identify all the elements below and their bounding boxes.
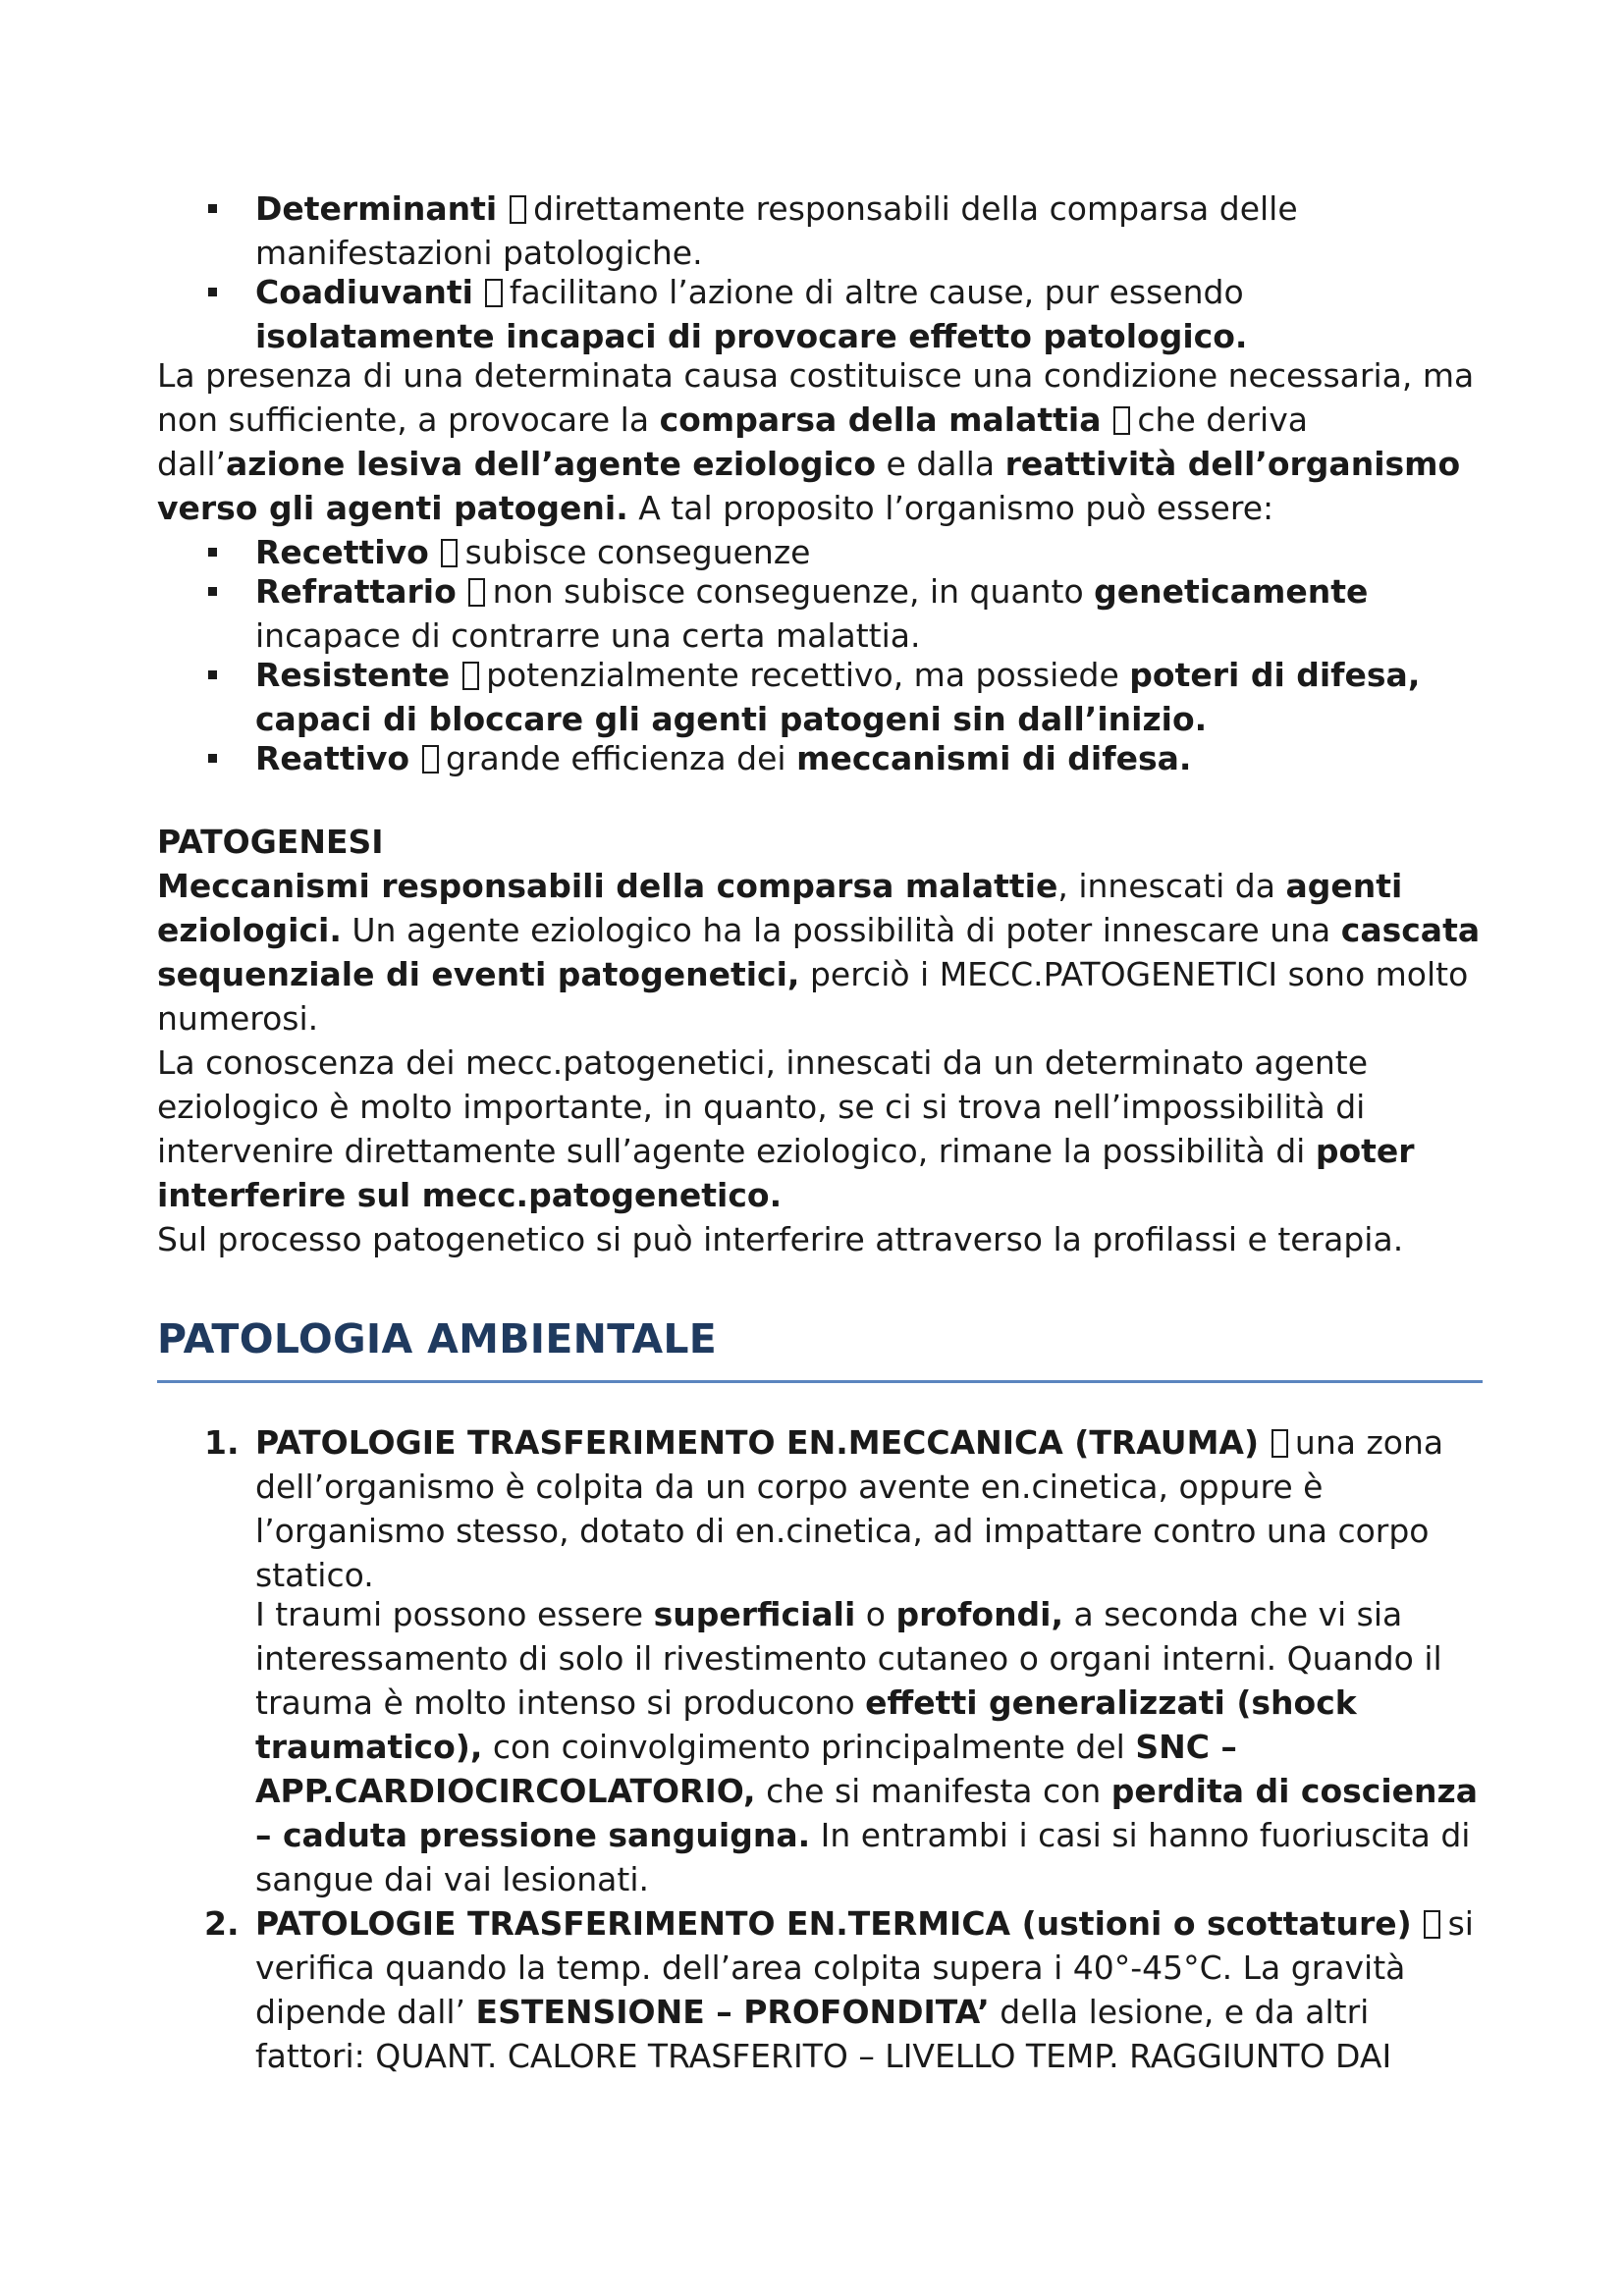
bold-text: reattività dell’organismo verso gli agenti patogeni. — [157, 445, 1461, 527]
term: Resistente — [255, 656, 451, 694]
description: potenzialmente recettivo, ma possiede — [486, 656, 1119, 694]
causes-list — [157, 187, 1483, 358]
description: direttamente responsabili della comparsa delle manifestazioni patologiche. — [255, 189, 1298, 272]
square-bullet-icon — [208, 288, 217, 296]
description-bold: meccanismi di difesa. — [796, 739, 1192, 777]
bold-text: SNC – APP.CARDIOCIRCOLATORIO, — [255, 1728, 1237, 1810]
arrow-glyph-icon — [468, 578, 485, 607]
list-item — [157, 569, 1483, 658]
text: si verifica quando la temp. dell’area colpita supera i 40°-45°C. La gravità dipende dall’ — [255, 1904, 1474, 2031]
term: Coadiuvanti — [255, 273, 473, 311]
list-item — [157, 736, 1483, 780]
bold-text: profondi, — [895, 1595, 1064, 1633]
square-bullet-icon — [208, 204, 217, 213]
text: una zona dell’organismo è colpita da un corpo avente en.cinetica, oppure è l’organismo stesso, dotato di en.cinetica, ad impattare contro una corpo statico. — [255, 1423, 1444, 1594]
patogenesi-heading — [157, 820, 1483, 864]
text: I traumi possono essere — [255, 1595, 644, 1633]
list-item — [157, 653, 1483, 741]
bold-text: agenti eziologici. — [157, 867, 1403, 949]
list-number: 2. — [204, 1904, 240, 1943]
square-bullet-icon — [208, 548, 217, 557]
paragraph-causes — [157, 353, 1483, 530]
description-bold: poteri di difesa, capaci di bloccare gli agenti patogeni sin dall’inizio. — [255, 656, 1421, 738]
text: che deriva dall’ — [157, 400, 1308, 483]
bold-text: perdita di coscienza – caduta pressione sanguigna. — [255, 1772, 1479, 1854]
bold-text: Meccanismi responsabili della comparsa malattie — [157, 867, 1058, 905]
square-bullet-icon — [208, 670, 217, 679]
list-item — [157, 187, 1483, 275]
term: Reattivo — [255, 739, 410, 777]
bold-text: cascata sequenziale di eventi patogenetici, — [157, 911, 1481, 993]
description: facilitano l’azione di altre cause, pur essendo — [509, 273, 1244, 311]
bold-text: PATOLOGIE TRASFERIMENTO EN.MECCANICA (TRAUMA) — [255, 1423, 1260, 1462]
description-bold: geneticamente — [1094, 572, 1369, 611]
bold-text: comparsa della malattia — [659, 400, 1102, 439]
text: della lesione, e da altri fattori: QUANT. CALORE TRASFERITO – LIVELLO TEMP. RAGGIUNTO DAI — [255, 1993, 1392, 2075]
item-paragraph — [255, 1901, 1483, 2078]
bold-text: poter interferire sul mecc.patogenetico. — [157, 1132, 1415, 1214]
arrow-glyph-icon — [1113, 406, 1130, 435]
bold-text: azione lesiva dell’agente eziologico — [226, 445, 877, 483]
item-paragraph — [255, 1420, 1483, 1597]
section-divider — [157, 1380, 1483, 1383]
arrow-glyph-icon — [1271, 1429, 1288, 1458]
arrow-glyph-icon — [510, 195, 526, 224]
item-paragraph — [255, 1592, 1483, 1901]
list-item — [157, 1901, 1483, 2078]
term: Refrattario — [255, 572, 457, 611]
description: incapace di contrarre una certa malattia. — [255, 616, 921, 655]
list-item — [157, 1420, 1483, 1901]
arrow-glyph-icon — [1424, 1910, 1440, 1939]
text: che si manifesta con — [766, 1772, 1102, 1810]
text: La presenza di una determinata causa costituisce una condizione necessaria, ma non sufficiente, a provocare la — [157, 356, 1475, 439]
list-number: 1. — [204, 1423, 240, 1462]
bold-text: superficiali — [653, 1595, 856, 1633]
arrow-glyph-icon — [462, 662, 479, 690]
description: grande efficienza dei — [445, 739, 786, 777]
text: e dalla — [886, 445, 996, 483]
arrow-glyph-icon — [485, 279, 502, 307]
term: Determinanti — [255, 189, 498, 228]
text: La conoscenza dei mecc.patogenetici, innescati da un determinato agente eziologico è molto importante, in quanto, se ci si trova nell’impossibilità di intervenire direttamente sull’agente eziologico, rimane la possibilità di — [157, 1043, 1369, 1170]
text: In entrambi i casi si hanno fuoriuscita di sangue dai vai lesionati. — [255, 1816, 1471, 1898]
arrow-glyph-icon — [441, 539, 458, 567]
bold-text: ESTENSIONE – PROFONDITA’ — [475, 1993, 990, 2031]
patogenesi-paragraph-3: Sul processo patogenetico si può interferire attraverso la profilassi e terapia. — [157, 1220, 1404, 1258]
bold-text: effetti generalizzati (shock traumatico), — [255, 1683, 1357, 1766]
text: , innescati da — [1057, 867, 1275, 905]
text: A tal proposito l’organismo può essere: — [638, 489, 1274, 527]
square-bullet-icon — [208, 754, 217, 763]
heading-text: PATOGENESI — [157, 823, 384, 861]
spacer — [157, 775, 1483, 820]
list-item — [157, 270, 1483, 358]
arrow-glyph-icon — [422, 745, 439, 774]
square-bullet-icon — [208, 587, 217, 596]
text: perciò i MECC.PATOGENETICI sono molto numerosi. — [157, 955, 1469, 1038]
organism-list — [157, 530, 1483, 780]
text: Un agente eziologico ha la possibilità di poter innescare una — [352, 911, 1331, 949]
patogenesi-paragraph-2 — [157, 1041, 1483, 1217]
bold-text: PATOLOGIE TRASFERIMENTO EN.TERMICA (ustioni o scottature) — [255, 1904, 1412, 1943]
document-content — [157, 187, 1483, 2078]
ambientale-list — [157, 1420, 1483, 2078]
text: con coinvolgimento principalmente del — [492, 1728, 1125, 1766]
description: non subisce conseguenze, in quanto — [492, 572, 1084, 611]
description-bold: isolatamente incapaci di provocare effetto patologico. — [255, 317, 1248, 355]
description: subisce conseguenze — [464, 533, 811, 571]
text: a seconda che vi sia interessamento di solo il rivestimento cutaneo o organi interni. Quando il trauma è molto intenso si producono — [255, 1595, 1442, 1722]
section-title: PATOLOGIA AMBIENTALE — [157, 1315, 718, 1362]
patogenesi-paragraph-1 — [157, 864, 1483, 1041]
term: Recettivo — [255, 533, 429, 571]
text: o — [865, 1595, 886, 1633]
list-item — [157, 530, 1483, 574]
